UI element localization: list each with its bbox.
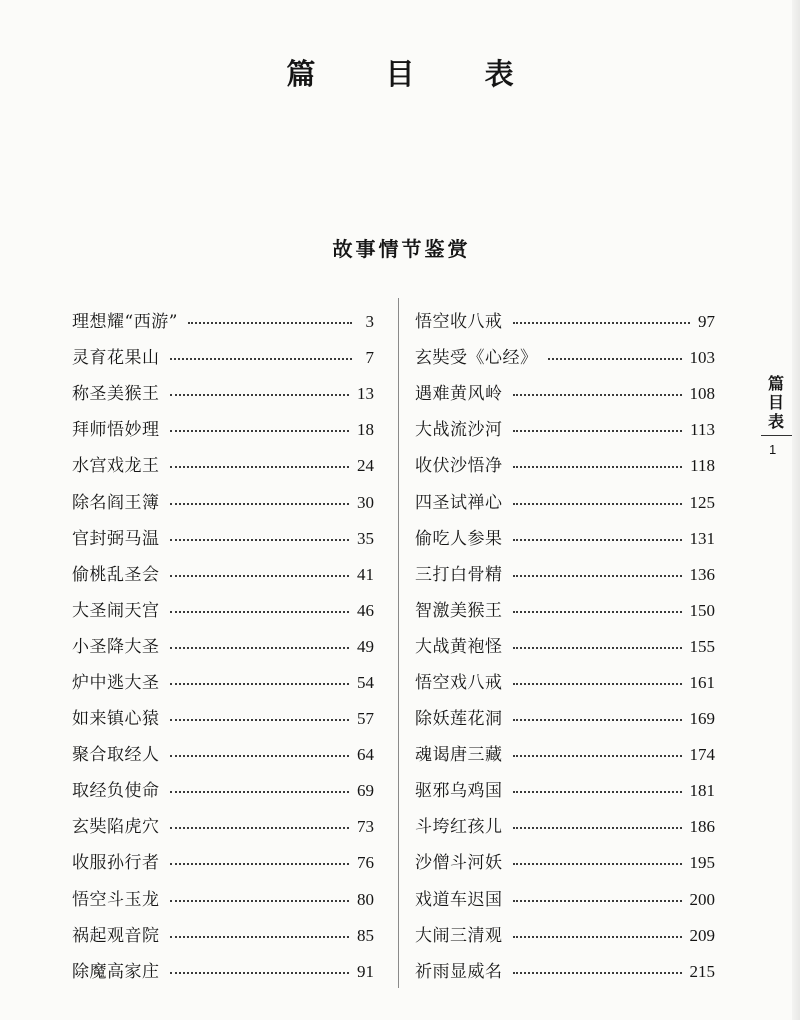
dot-leader: [513, 719, 682, 721]
toc-entry-title: 悟空斗玉龙: [72, 889, 160, 910]
toc-entry[interactable]: [72, 557, 374, 593]
dot-leader: [170, 466, 350, 468]
toc-entry[interactable]: [415, 629, 715, 665]
toc-entry-page-number: 91: [357, 961, 374, 981]
toc-entry-title: 大圣闹天宫: [72, 600, 160, 621]
toc-entry-page-number: 64: [357, 745, 374, 765]
toc-entry-page-number: 155: [689, 636, 715, 656]
toc-entry[interactable]: [72, 809, 374, 845]
toc-entry[interactable]: [72, 629, 374, 665]
toc-entry-title: 小圣降大圣: [72, 636, 160, 657]
dot-leader: [170, 900, 350, 902]
dot-leader: [170, 863, 350, 865]
toc-entry-page-number: 35: [357, 528, 374, 548]
toc-entry[interactable]: [415, 521, 715, 557]
toc-entry[interactable]: [72, 773, 374, 809]
toc-entry-title: 祈雨显威名: [415, 961, 503, 982]
toc-entry-page-number: 69: [357, 781, 374, 801]
toc-entry-page-number: 136: [689, 564, 715, 584]
toc-entry[interactable]: [72, 593, 374, 629]
toc-entry-title: 玄奘受《心经》: [415, 348, 538, 369]
toc-entry-page-number: 150: [689, 600, 715, 620]
toc-entry-page-number: 13: [357, 384, 374, 404]
dot-leader: [548, 358, 682, 360]
toc-entry-page-number: 80: [357, 889, 374, 909]
toc-entry[interactable]: [415, 954, 715, 990]
dot-leader: [513, 430, 683, 432]
toc-entry-title: 悟空戏八戒: [415, 672, 503, 693]
toc-entry-page-number: 97: [698, 312, 715, 332]
toc-entry[interactable]: [72, 737, 374, 773]
toc-entry[interactable]: [415, 701, 715, 737]
toc-entry-page-number: 215: [689, 961, 715, 981]
dot-leader: [188, 322, 352, 324]
toc-entry[interactable]: [72, 701, 374, 737]
side-tab-page-number: 1: [769, 442, 777, 457]
dot-leader: [170, 683, 350, 685]
toc-entry[interactable]: [72, 845, 374, 881]
toc-entry-page-number: 46: [357, 600, 374, 620]
toc-entry-title: 玄奘陷虎穴: [72, 817, 160, 838]
toc-entry-title: 祸起观音院: [72, 925, 160, 946]
dot-leader: [513, 503, 682, 505]
dot-leader: [170, 575, 350, 577]
toc-entry-title: 取经负使命: [72, 781, 160, 802]
dot-leader: [513, 575, 682, 577]
dot-leader: [513, 394, 682, 396]
toc-entry[interactable]: [415, 773, 715, 809]
page-title: 篇 目 表: [286, 57, 544, 91]
dot-leader: [170, 719, 350, 721]
toc-entry[interactable]: [415, 484, 715, 520]
toc-entry[interactable]: [72, 665, 374, 701]
dot-leader: [513, 936, 682, 938]
toc-entry-page-number: 30: [357, 492, 374, 512]
toc-entry-title: 收伏沙悟净: [415, 456, 503, 477]
toc-entry-title: 沙僧斗河妖: [415, 853, 503, 874]
dot-leader: [170, 539, 350, 541]
toc-entry-page-number: 186: [689, 817, 715, 837]
toc-entry-page-number: 195: [689, 853, 715, 873]
toc-entry-title: 悟空收八戒: [415, 312, 503, 333]
toc-entry-page-number: 174: [689, 745, 715, 765]
toc-entry-page-number: 169: [689, 709, 715, 729]
dot-leader: [170, 972, 350, 974]
side-tab-label: 篇目表: [767, 374, 784, 431]
page-edge: [792, 0, 800, 1020]
toc-entry-page-number: 3: [365, 312, 374, 332]
toc-entry[interactable]: [72, 448, 374, 484]
dot-leader: [170, 394, 350, 396]
toc-entry-page-number: 108: [689, 384, 715, 404]
toc-entry-title: 理想耀“西游”: [72, 312, 178, 333]
dot-leader: [170, 611, 350, 613]
toc-entry-page-number: 131: [689, 528, 715, 548]
toc-entry-title: 大闹三清观: [415, 925, 503, 946]
toc-entry-page-number: 76: [357, 853, 374, 873]
toc-entry-title: 官封弼马温: [72, 528, 160, 549]
toc-entry-page-number: 57: [357, 709, 374, 729]
toc-entry-page-number: 181: [689, 781, 715, 801]
toc-entry-title: 除魔高家庄: [72, 961, 160, 982]
toc-entry-title: 四圣试禅心: [415, 492, 503, 513]
toc-entry[interactable]: [415, 809, 715, 845]
toc-entry-title: 收服孙行者: [72, 853, 160, 874]
toc-entry-page-number: 54: [357, 672, 374, 692]
dot-leader: [170, 358, 353, 360]
toc-entry-page-number: 85: [357, 925, 374, 945]
toc-entry[interactable]: [415, 593, 715, 629]
toc-entry-title: 三打白骨精: [415, 564, 503, 585]
toc-entry[interactable]: [72, 340, 374, 376]
toc-entry-title: 斗垮红孩儿: [415, 817, 503, 838]
dot-leader: [513, 863, 682, 865]
section-title: 故事情节鉴赏: [332, 237, 471, 261]
toc-entry-title: 除妖莲花洞: [415, 709, 503, 730]
dot-leader: [513, 611, 682, 613]
dot-leader: [513, 827, 682, 829]
column-divider: [398, 298, 399, 988]
toc-entry[interactable]: [415, 845, 715, 881]
dot-leader: [513, 539, 682, 541]
dot-leader: [170, 936, 350, 938]
toc-entry[interactable]: [72, 412, 374, 448]
toc-entry[interactable]: [415, 737, 715, 773]
toc-entry[interactable]: [415, 448, 715, 484]
dot-leader: [170, 791, 350, 793]
toc-entry-page-number: 73: [357, 817, 374, 837]
toc-entry-page-number: 103: [689, 348, 715, 368]
toc-column-left: [72, 304, 374, 990]
toc-entry[interactable]: [415, 665, 715, 701]
toc-entry-title: 聚合取经人: [72, 745, 160, 766]
toc-entry[interactable]: [72, 304, 374, 340]
toc-entry-page-number: 24: [357, 456, 374, 476]
toc-entry[interactable]: [72, 882, 374, 918]
toc-entry-title: 大战流沙河: [415, 420, 503, 441]
toc-entry-title: 驱邪乌鸡国: [415, 781, 503, 802]
dot-leader: [513, 791, 682, 793]
toc-entry-page-number: 49: [357, 636, 374, 656]
toc-entry-title: 称圣美猴王: [72, 384, 160, 405]
toc-entry-page-number: 7: [365, 348, 374, 368]
toc-entry-title: 水宫戏龙王: [72, 456, 160, 477]
dot-leader: [170, 430, 350, 432]
toc-entry-title: 拜师悟妙理: [72, 420, 160, 441]
toc-entry-title: 智激美猴王: [415, 600, 503, 621]
toc-entry[interactable]: [415, 412, 715, 448]
toc-entry[interactable]: [72, 376, 374, 412]
dot-leader: [513, 755, 682, 757]
toc-entry[interactable]: [415, 304, 715, 340]
dot-leader: [513, 683, 682, 685]
toc-entry-page-number: 161: [689, 672, 715, 692]
toc-entry[interactable]: [415, 918, 715, 954]
toc-entry-page-number: 113: [690, 420, 715, 440]
toc-column-right: [415, 304, 715, 990]
toc-entry-page-number: 209: [689, 925, 715, 945]
toc-entry-title: 戏道车迟国: [415, 889, 503, 910]
toc-entry[interactable]: [415, 557, 715, 593]
toc-entry-page-number: 18: [357, 420, 374, 440]
toc-entry-page-number: 118: [690, 456, 715, 476]
toc-entry-title: 除名阎王簿: [72, 492, 160, 513]
dot-leader: [170, 755, 350, 757]
toc-entry-title: 偷吃人参果: [415, 528, 503, 549]
toc-entry-page-number: 41: [357, 564, 374, 584]
dot-leader: [513, 466, 683, 468]
toc-entry[interactable]: [415, 882, 715, 918]
dot-leader: [170, 827, 350, 829]
toc-entry[interactable]: [72, 954, 374, 990]
toc-entry[interactable]: [72, 484, 374, 520]
toc-entry[interactable]: [415, 376, 715, 412]
toc-entry[interactable]: [72, 918, 374, 954]
toc-entry[interactable]: [415, 340, 715, 376]
dot-leader: [513, 322, 691, 324]
toc-entry-title: 大战黄袍怪: [415, 636, 503, 657]
toc-entry-title: 遇难黄风岭: [415, 384, 503, 405]
toc-entry[interactable]: [72, 521, 374, 557]
toc-entry-title: 魂谒唐三藏: [415, 745, 503, 766]
dot-leader: [513, 900, 682, 902]
toc-entry-page-number: 125: [689, 492, 715, 512]
toc-entry-page-number: 200: [689, 889, 715, 909]
dot-leader: [170, 503, 350, 505]
toc-entry-title: 炉中逃大圣: [72, 672, 160, 693]
toc-entry-title: 灵育花果山: [72, 348, 160, 369]
dot-leader: [513, 647, 682, 649]
dot-leader: [170, 647, 350, 649]
toc-entry-title: 偷桃乱圣会: [72, 564, 160, 585]
toc-entry-title: 如来镇心猿: [72, 709, 160, 730]
dot-leader: [513, 972, 682, 974]
